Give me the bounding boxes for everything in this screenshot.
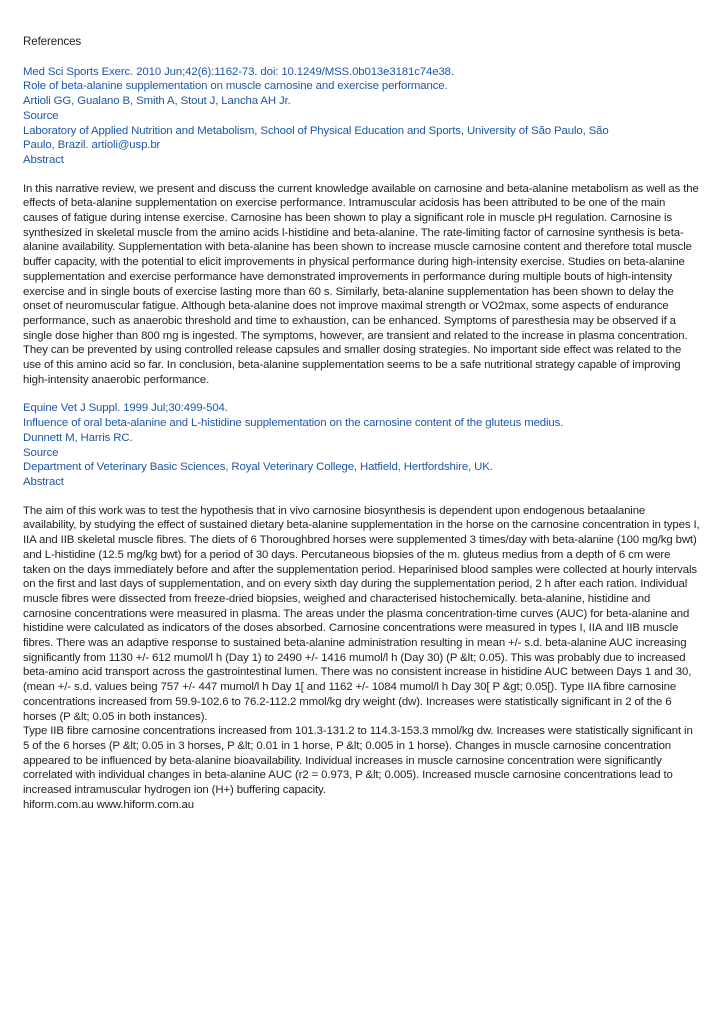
reference-abstract-label: Abstract [23,153,64,166]
reference-title[interactable]: Role of beta-alanine supplementation on muscle carnosine and exercise performance. [23,80,448,93]
page-heading: References [23,35,82,48]
reference-authors[interactable]: Artioli GG, Gualano B, Smith A, Stout J, Lancha AH Jr. [23,95,291,108]
website-footer[interactable]: hiform.com.au www.hiform.com.au [23,798,194,811]
reference-citation[interactable]: Equine Vet J Suppl. 1999 Jul;30:499-504. [23,402,228,415]
reference-abstract-label: Abstract [23,475,64,488]
abstract-paragraph: Type IIB fibre carnosine concentrations increased from 101.3-131.2 to 114.3-153.3 mmol/kg dw. Increases were statistically significant in 5 of the 6 horses (P &lt; 0.05 in 3 horses, P &lt; 0.01 in 1 horse, P &lt; 0.005 in 1 horse). Changes in muscle carnosine concentration appeared to be influenced by beta-alanine bioavailability. Individual increases in muscle carnosine concentration were significantly correlated with individual changes in beta-alanine AUC (r2 = 0.973, P &lt; 0.005). Increased muscle carnosine concentrations lead to increased intramuscular hydrogen ion (H+) buffering capacity. [23,725,693,797]
abstract-paragraph: In this narrative review, we present and discuss the current knowledge available on carnosine and beta-alanine metabolism as well as the effects of beta-alanine supplementation on exercise performance. Intramuscular acidosis has been attributed to be one of the main causes of fatigue during intense exercise. Carnosine has been shown to play a significant role in muscle pH regulation. Carnosine is synthesized in skeletal muscle from the amino acids l-histidine and beta-alanine. The rate-limiting factor of carnosine synthesis is beta-alanine availability. Supplementation with beta-alanine has been shown to increase muscle carnosine content and therefore total muscle buffer capacity, with the potential to elicit improvements in physical performance during high-intensity exercise. Studies on beta-alanine supplementation and exercise performance have demonstrated improvements in performance during multiple bouts of high-intensity exercise and in single bouts of exercise lasting more than 60 s. Similarly, beta-alanine supplementation has been shown to delay the onset of neuromuscular fatigue. Although beta-alanine does not improve maximal strength or VO2max, some aspects of endurance performance, such as anaerobic threshold and time to exhaustion, can be enhanced. Symptoms of paresthesia may be observed if a single dose higher than 800 mg is ingested. The symptoms, however, are transient and related to the increase in plasma concentration. They can be prevented by using controlled release capsules and smaller dosing strategies. No important side effect was related to the use of this amino acid so far. In conclusion, beta-alanine supplementation seems to be a safe nutritional strategy capable of improving high-intensity anaerobic performance. [23,182,699,386]
reference-source-line: Laboratory of Applied Nutrition and Metabolism, School of Physical Education and Sports, University of São Paulo, São [23,124,609,137]
reference-source-line: Department of Veterinary Basic Sciences, Royal Veterinary College, Hatfield, Hertfordshire, UK. [23,461,493,474]
reference-source-line[interactable]: Paulo, Brazil. artioli@usp.br [23,139,161,152]
reference-source-label: Source [23,446,59,459]
reference-source-label: Source [23,109,59,122]
abstract-paragraph: availability, by studying the effect of sustained dietary beta-alanine supplementation in the horse on the carnosine concentration in types I, IIA and IIB skeletal muscle fibres. The diets of 6 Thoroughbred horses were supplemented 3 times/day with beta-alanine (100 mg/kg bwt) and L-histidine (12.5 mg/kg bwt) for a period of 30 days. Percutaneous biopsies of the m. gluteus medius from a depth of 6 cm were taken on the days immediately before and after the supplementation period. Heparinised blood samples were collected at hourly intervals on the first and last days of supplementation, and on every sixth day during the supplementation period, 2 h after each ration. Individual muscle fibres were dissected from freeze-dried biopsies, weighed and characterised histochemically. beta-alanine, histidine and carnosine concentrations were measured in plasma. The areas under the plasma concentration-time curves (AUC) for beta-alanine and histidine were calculated as indicators of the doses absorbed. Carnosine concentrations were measured in types I, IIA and IIB muscle fibres. There was an adaptive response to sustained beta-alanine administration resulting in mean +/- s.d. beta-alanine AUC increasing significantly from 1130 +/- 612 mumol/l h (Day 1) to 2490 +/- 1416 mumol/l h (Day 30) (P &lt; 0.05). This was probably due to increased beta-amino acid transport across the gastrointestinal lumen. There was no consistent increase in histidine AUC between Days 1 and 30, (mean +/- s.d. values being 757 +/- 447 mumol/l h Day 1[ and 1162 +/- 1084 mumol/l h Day 30[ P &gt; 0.05[). Type IIA fibre carnosine concentrations increased from 59.9-102.6 to 76.2-112.2 mmol/kg dry weight (dw). Increases were statistically significant in 2 of the 6 horses (P &lt; 0.05 in both instances). [23,519,700,723]
reference-title[interactable]: Influence of oral beta-alanine and L-histidine supplementation on the carnosine content of the gluteus medius. [23,417,564,430]
reference-header [23,65,700,168]
reference-entry [23,401,700,812]
reference-authors[interactable]: Dunnett M, Harris RC. [23,431,133,444]
abstract-paragraph: The aim of this work was to test the hypothesis that in vivo carnosine biosynthesis is dependent upon endogenous betaalanine [23,504,646,517]
reference-citation[interactable]: Med Sci Sports Exerc. 2010 Jun;42(6):1162-73. doi: 10.1249/MSS.0b013e3181c74e38. [23,65,454,78]
reference-header [23,401,700,489]
reference-entry [23,65,700,388]
